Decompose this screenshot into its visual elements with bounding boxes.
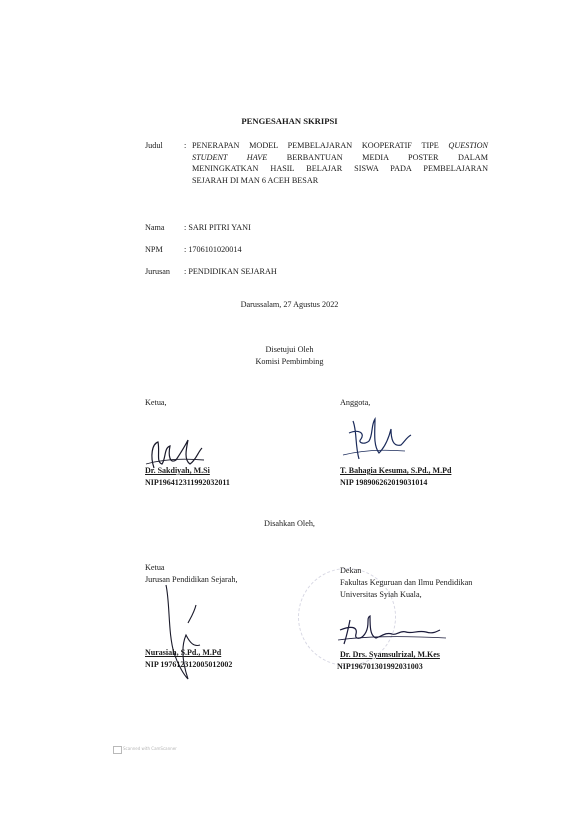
- ketua-jurusan-unit: Jurusan Pendidikan Sejarah,: [145, 575, 238, 584]
- anggota-role: Anggota,: [340, 398, 371, 407]
- npm-label: NPM: [145, 245, 163, 254]
- ketua-jurusan-role: Ketua: [145, 563, 165, 572]
- footer-note: Scanned with CamScanner: [123, 746, 177, 751]
- dekan-role: Dekan: [340, 566, 362, 575]
- judul-italic-student-have: STUDENT HAVE: [192, 152, 268, 162]
- judul-label: Judul: [145, 141, 163, 150]
- judul-line-3: MENINGKATKAN HASIL BELAJAR SISWA PADA PEMBELAJARAN: [192, 164, 488, 174]
- nama-value: : SARI PITRI YANI: [184, 223, 251, 232]
- dekan-nip: NIP196701301992031003: [337, 662, 423, 671]
- camscanner-icon: [113, 746, 122, 754]
- jurusan-label: Jurusan: [145, 267, 171, 276]
- judul-italic-question: QUESTION: [448, 141, 488, 150]
- nama-label: Nama: [145, 223, 165, 232]
- page-title: PENGESAHAN SKRIPSI: [241, 116, 338, 126]
- ketua-jurusan-nip: NIP 197612312005012002: [145, 660, 233, 669]
- anggota-signature: [335, 415, 415, 465]
- ratified-by: Disahkan Oleh,: [264, 519, 315, 528]
- judul-colon: :: [184, 141, 187, 150]
- place-date: Darussalam, 27 Agustus 2022: [240, 300, 339, 309]
- dekan-signature: [336, 610, 456, 650]
- ketua-jurusan-name: Nurasiah, S.Pd., M.Pd: [145, 648, 222, 657]
- judul-line-1: PENERAPAN MODEL PEMBELAJARAN KOOPERATIF TIPE QUESTION: [192, 141, 488, 150]
- anggota-nip: NIP 198906262019031014: [340, 478, 428, 487]
- ketua-name: Dr. Sakdiyah, M.Si: [145, 466, 210, 475]
- judul-line-2: STUDENT HAVE BERBANTUAN MEDIA POSTER DALAM: [192, 152, 488, 162]
- dekan-unit-line-2: Universitas Syiah Kuala,: [340, 590, 422, 599]
- anggota-name: T. Bahagia Kesuma, S.Pd., M.Pd: [340, 466, 452, 475]
- judul-line-4: SEJARAH DI MAN 6 ACEH BESAR: [192, 175, 319, 185]
- dekan-name: Dr. Drs. Syamsulrizal, M.Kes: [340, 650, 440, 659]
- approved-by: Disetujui Oleh: [265, 345, 314, 354]
- ketua-nip: NIP196412311992032011: [145, 478, 230, 487]
- committee: Komisi Pembimbing: [255, 357, 324, 366]
- dekan-unit-line-1: Fakultas Keguruan dan Ilmu Pendidikan: [340, 578, 473, 587]
- ketua-role: Ketua,: [145, 398, 167, 407]
- jurusan-value: : PENDIDIKAN SEJARAH: [184, 267, 277, 276]
- judul-value: [192, 140, 488, 186]
- npm-value: : 1706101020014: [184, 245, 242, 254]
